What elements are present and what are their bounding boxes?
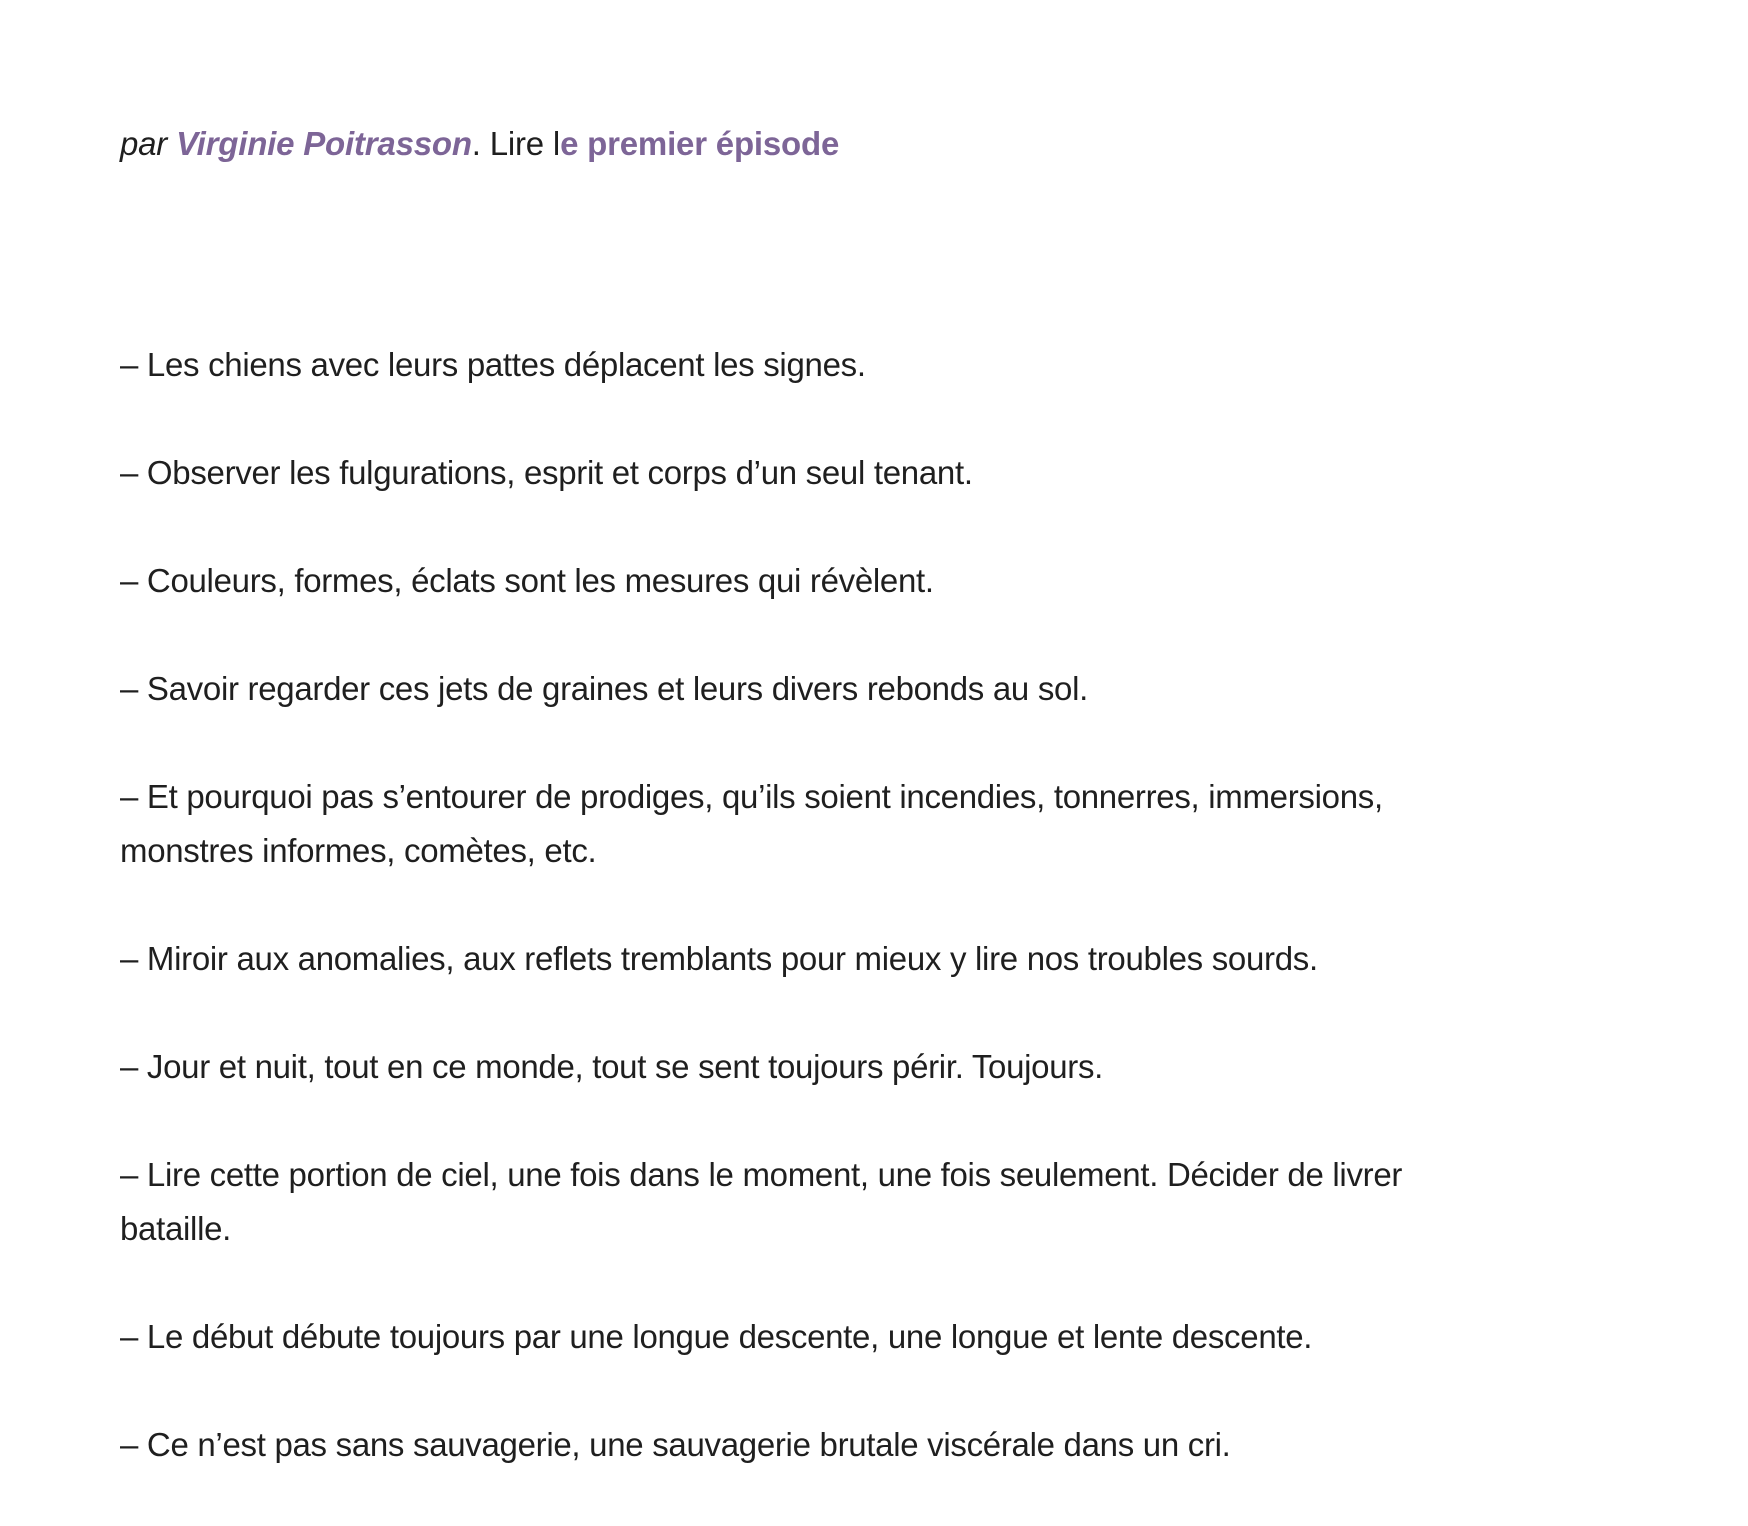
paragraph-6: – Miroir aux anomalies, aux reflets tremblants pour mieux y lire nos troubles sourds. [120, 940, 1318, 977]
byline-prefix: par [120, 125, 168, 162]
article-body [120, 338, 1460, 1472]
article [120, 124, 1460, 1526]
author-link[interactable]: Virginie Poitrasson [176, 125, 472, 162]
byline-separator: . Lire l [471, 125, 561, 162]
paragraph-9: – Le début débute toujours par une longue descente, une longue et lente descente. [120, 1318, 1313, 1355]
paragraph-2: – Observer les fulgurations, esprit et corps d’un seul tenant. [120, 454, 973, 491]
byline [120, 124, 1460, 164]
paragraph-3: – Couleurs, formes, éclats sont les mesures qui révèlent. [120, 562, 934, 599]
paragraph-10: – Ce n’est pas sans sauvagerie, une sauvagerie brutale viscérale dans un cri. [120, 1426, 1231, 1463]
paragraph-7: – Jour et nuit, tout en ce monde, tout se sent toujours périr. Toujours. [120, 1048, 1104, 1085]
first-episode-link[interactable]: e premier épisode [560, 125, 840, 162]
paragraph-1: – Les chiens avec leurs pattes déplacent les signes. [120, 346, 866, 383]
paragraph-4: – Savoir regarder ces jets de graines et leurs divers rebonds au sol. [120, 670, 1088, 707]
paragraph-8: – Lire cette portion de ciel, une fois dans le moment, une fois seulement. Décider de livrer bataille. [120, 1156, 1403, 1247]
paragraph-5: – Et pourquoi pas s’entourer de prodiges, qu’ils soient incendies, tonnerres, immersions, monstres informes, comètes, etc. [120, 778, 1383, 869]
